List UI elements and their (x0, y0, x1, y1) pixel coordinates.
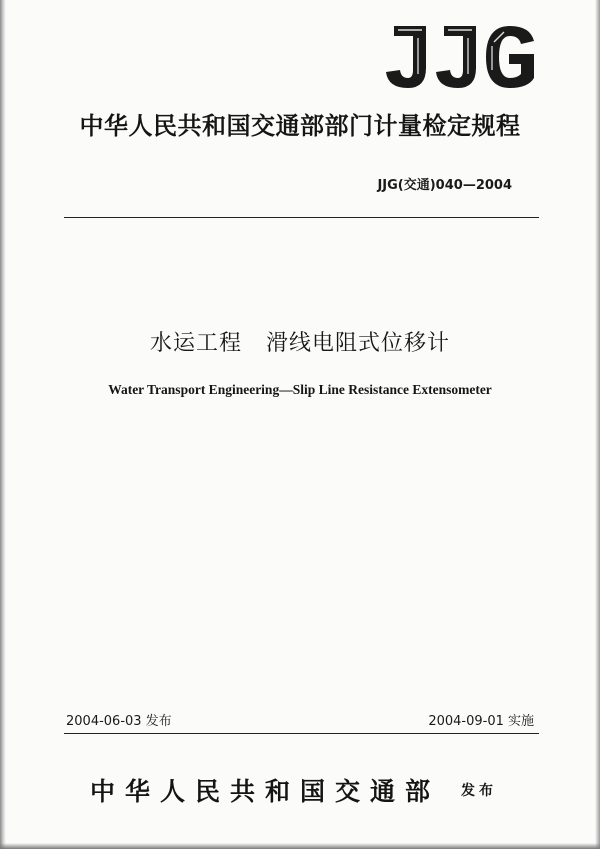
scan-edge-bottom (0, 843, 600, 849)
effective-date: 2004-09-01 实施 (428, 714, 534, 729)
issue-date: 2004-06-03 发布 (66, 714, 172, 729)
regulation-category-title: 中华人民共和国交通部部门计量检定规程 (79, 112, 521, 140)
publisher-name: 中华人民共和国交通部 (90, 777, 441, 806)
divider-top (64, 217, 539, 218)
document-code: JJG(交通)040—2004 (377, 178, 512, 193)
jjg-logo (382, 22, 538, 92)
document-title-chinese: 水运工程 滑线电阻式位移计 (150, 331, 450, 356)
divider-bottom (64, 733, 539, 734)
document-title-english: Water Transport Engineering—Slip Line Resistance Extensometer (108, 382, 492, 397)
publish-label: 发布 (461, 783, 497, 799)
